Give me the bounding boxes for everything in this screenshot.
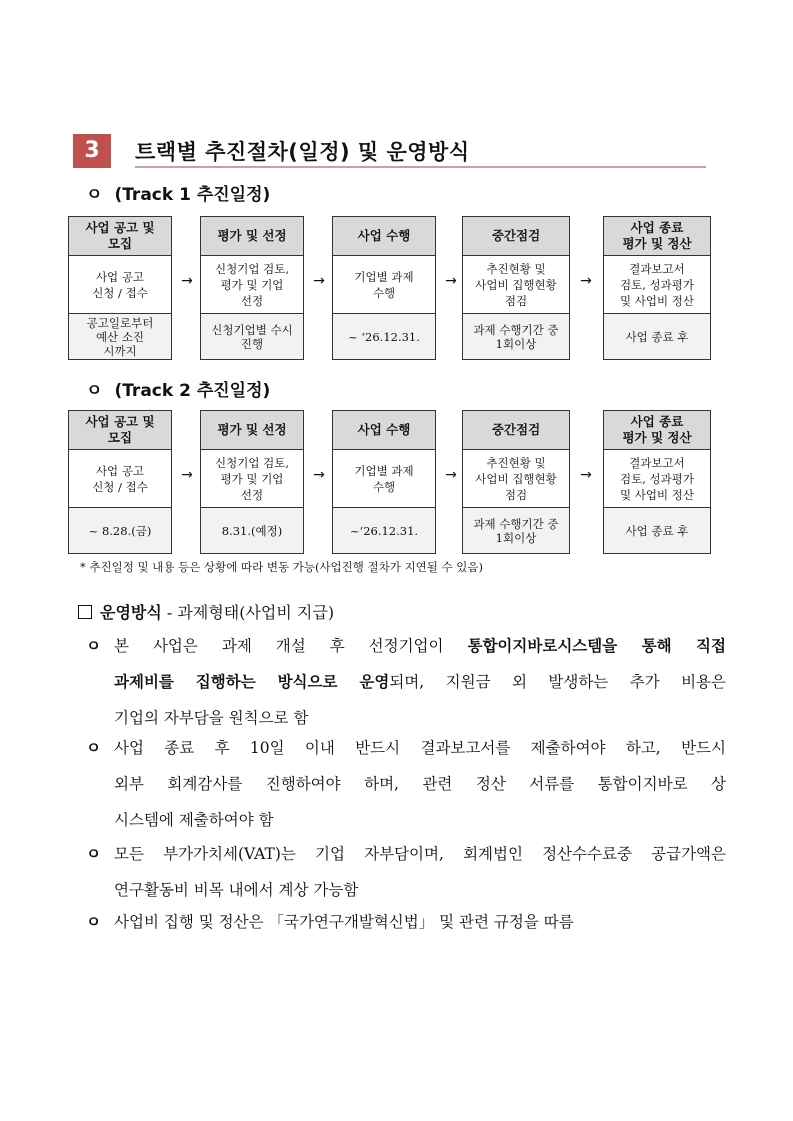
track1-title-row	[86, 180, 270, 205]
stage-head: 사업 종료 평가 및 정산	[604, 217, 710, 256]
stage-schedule: 사업 종료 후	[604, 508, 710, 553]
bullet-icon: ㅇ	[86, 913, 101, 931]
bullet-icon: ㅇ	[86, 185, 103, 205]
stage-schedule: 과제 수행기간 중 1회이상	[463, 508, 569, 553]
bullet3-line-2: 연구활동비 비목 내에서 계상 가능함	[114, 881, 359, 899]
arrow-icon: →	[181, 467, 193, 483]
track2-stage-execution	[332, 410, 436, 554]
stage-head: 사업 수행	[333, 411, 435, 450]
arrow-icon: →	[445, 273, 457, 289]
arrow-icon: →	[313, 467, 325, 483]
track2-flow	[68, 410, 711, 556]
stage-head: 중간점검	[463, 217, 569, 256]
stage-body: 결과보고서 검토, 성과평가 및 사업비 정산	[604, 450, 710, 508]
stage-head: 사업 수행	[333, 217, 435, 256]
stage-head: 평가 및 선정	[201, 411, 303, 450]
arrow-icon: →	[445, 467, 457, 483]
stage-body: 사업 공고 신청 / 접수	[69, 256, 171, 314]
arrow-icon: →	[313, 273, 325, 289]
track1-stage-announce	[68, 216, 172, 360]
section-number-badge: 3	[73, 134, 111, 168]
operation-bullet-4	[86, 904, 726, 940]
bullet1-text-a: 본 사업은 과제 개설 후 선정기업이	[114, 637, 468, 655]
stage-schedule: 사업 종료 후	[604, 314, 710, 359]
bullet1-emphasis-a: 통합이지바로시스템을 통해 직접	[467, 637, 726, 655]
section-title: 트랙별 추진절차(일정) 및 운영방식	[135, 140, 470, 164]
bullet2-line-1: 사업 종료 후 10일 이내 반드시 결과보고서를 제출하여야 하고, 반드시	[114, 739, 726, 757]
track1-stage-execution	[332, 216, 436, 360]
track2-stage-closing	[603, 410, 711, 554]
operation-label: 운영방식	[100, 603, 162, 622]
operation-bullet-2	[86, 730, 726, 838]
stage-head: 사업 공고 및 모집	[69, 217, 171, 256]
track2-stage-midcheck	[462, 410, 570, 554]
stage-schedule: 공고일로부터 예산 소진 시까지	[69, 314, 171, 359]
operation-heading	[78, 600, 334, 623]
stage-body: 신청기업 검토, 평가 및 기업 선정	[201, 256, 303, 314]
stage-schedule: 과제 수행기간 중 1회이상	[463, 314, 569, 359]
bullet4-line-1: 사업비 집행 및 정산은 「국가연구개발혁신법」 및 관련 규정을 따름	[114, 913, 574, 931]
bullet2-line-2: 외부 회계감사를 진행하여야 하며, 관련 정산 서류를 통합이지바로 상	[114, 775, 726, 793]
track1-stage-midcheck	[462, 216, 570, 360]
track1-stage-closing	[603, 216, 711, 360]
track1-title: (Track 1 추진일정)	[114, 185, 271, 205]
stage-schedule: 신청기업별 수시 진행	[201, 314, 303, 359]
bullet1-text-c: 기업의 자부담을 원칙으로 함	[114, 709, 309, 727]
stage-body: 추진현황 및 사업비 집행현황 점검	[463, 450, 569, 508]
operation-bullet-1	[86, 628, 726, 736]
stage-head: 사업 종료 평가 및 정산	[604, 411, 710, 450]
bullet-icon: ㅇ	[86, 381, 103, 401]
schedule-note: * 추진일정 및 내용 등은 상황에 따라 변동 가능(사업진행 절차가 지연될 수 있음)	[80, 560, 483, 574]
stage-body: 사업 공고 신청 / 접수	[69, 450, 171, 508]
stage-schedule: ~‘26.12.31.	[333, 508, 435, 553]
stage-head: 평가 및 선정	[201, 217, 303, 256]
stage-schedule: 8.31.(예정)	[201, 508, 303, 553]
operation-bullet-3	[86, 836, 726, 908]
track2-title: (Track 2 추진일정)	[114, 381, 271, 401]
stage-body: 기업별 과제 수행	[333, 256, 435, 314]
arrow-icon: →	[181, 273, 193, 289]
section-underline	[135, 166, 706, 168]
operation-suffix: - 과제형태(사업비 지급)	[161, 603, 335, 622]
stage-body: 기업별 과제 수행	[333, 450, 435, 508]
stage-head: 중간점검	[463, 411, 569, 450]
stage-head: 사업 공고 및 모집	[69, 411, 171, 450]
arrow-icon: →	[580, 273, 592, 289]
track2-stage-announce	[68, 410, 172, 554]
stage-body: 신청기업 검토, 평가 및 기업 선정	[201, 450, 303, 508]
track1-stage-selection	[200, 216, 304, 360]
stage-body: 결과보고서 검토, 성과평가 및 사업비 정산	[604, 256, 710, 314]
bullet-icon: ㅇ	[86, 637, 101, 655]
bullet-icon: ㅇ	[86, 739, 101, 757]
bullet1-emphasis-b: 과제비를 집행하는 방식으로 운영	[114, 673, 390, 691]
bullet3-line-1: 모든 부가가치세(VAT)는 기업 자부담이며, 회계법인 정산수수료중 공급가액은	[114, 845, 726, 863]
track1-flow	[68, 216, 711, 362]
stage-schedule: ~ 8.28.(금)	[69, 508, 171, 553]
bullet2-line-3: 시스템에 제출하여야 함	[114, 811, 274, 829]
track2-stage-selection	[200, 410, 304, 554]
bullet1-text-b: 되며, 지원금 외 발생하는 추가 비용은	[389, 673, 726, 691]
stage-body: 추진현황 및 사업비 집행현황 점검	[463, 256, 569, 314]
stage-schedule: ~ ‘26.12.31.	[333, 314, 435, 359]
checkbox-square-icon	[78, 605, 92, 619]
bullet-icon: ㅇ	[86, 845, 101, 863]
section-header	[73, 134, 706, 168]
track2-title-row	[86, 376, 270, 401]
arrow-icon: →	[580, 467, 592, 483]
